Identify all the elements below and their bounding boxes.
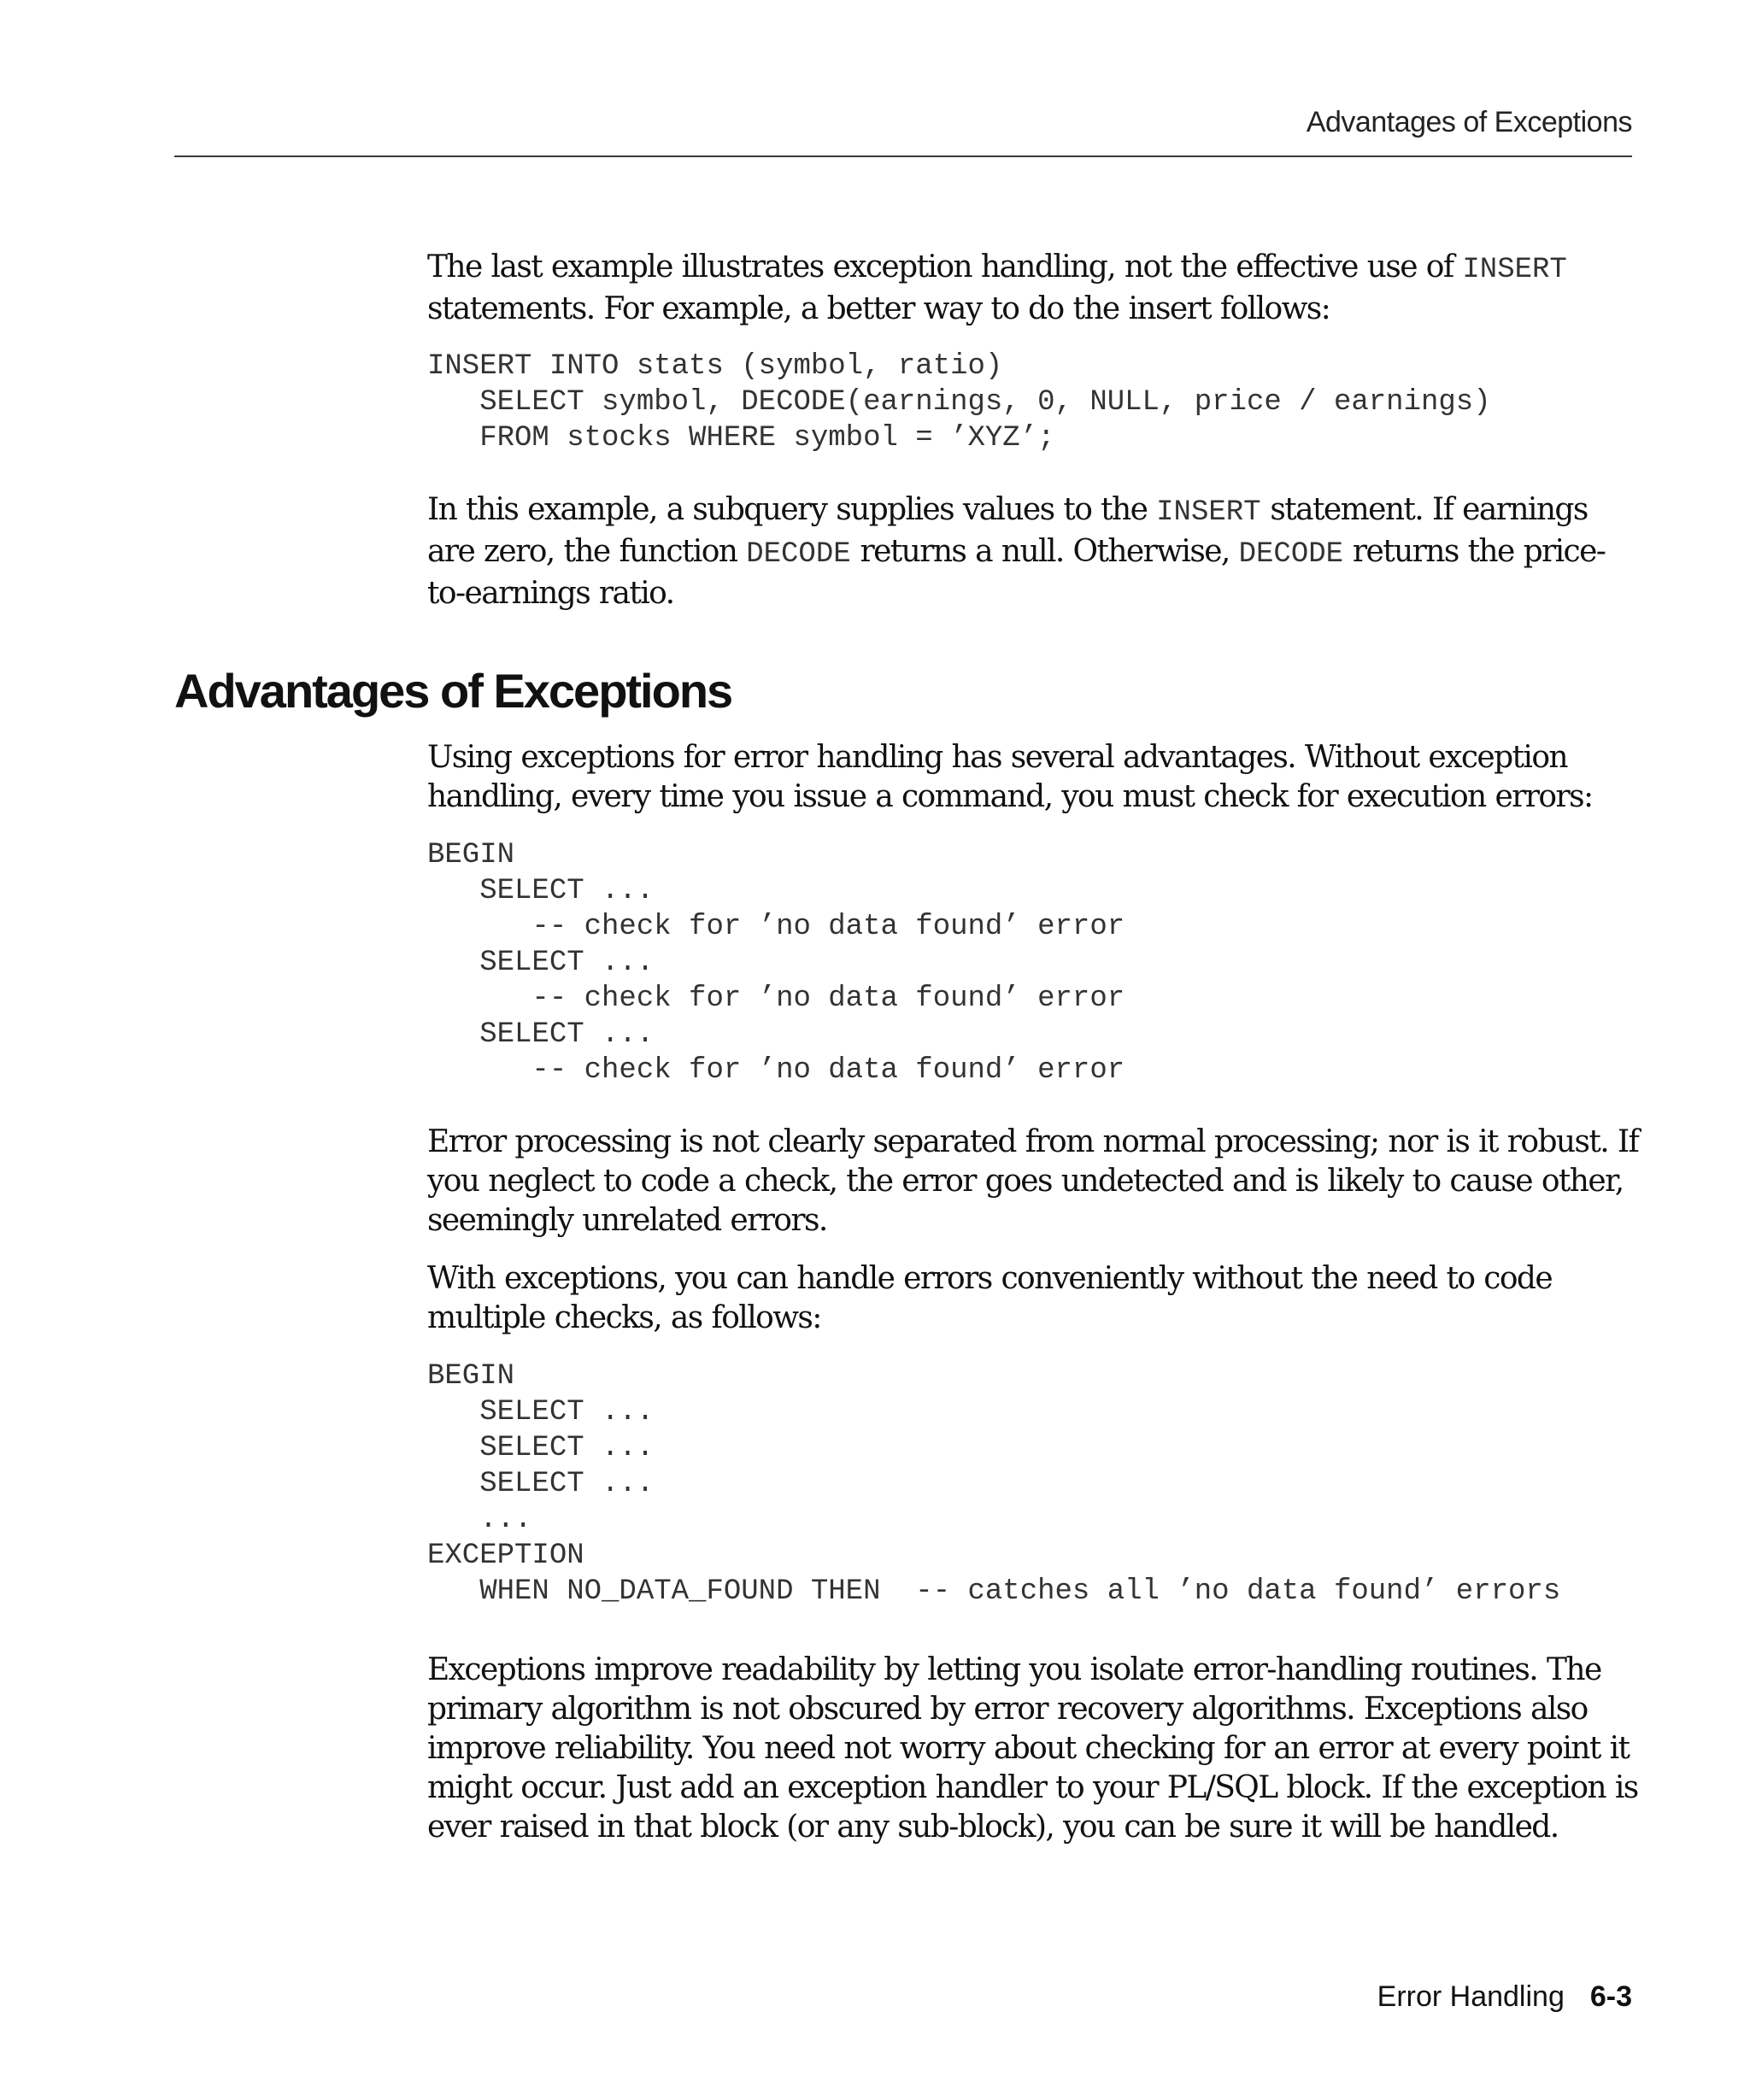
running-header-title: Advantages of Exceptions <box>1306 106 1632 138</box>
page-footer <box>1377 1980 1632 2014</box>
inline-code: DECODE <box>746 538 851 571</box>
page-number: 6-3 <box>1589 1980 1632 2013</box>
section-paragraph-2-block <box>427 1123 1641 1241</box>
section-paragraph-3-block <box>427 1259 1641 1338</box>
code-example-exception: BEGIN SELECT ... SELECT ... SELECT ... ... EXCEPTION WHEN NO_DATA_FOUND THEN -- catches all ’no data found’ errors <box>427 1360 1561 1608</box>
intro-paragraph-2: In this example, a subquery supplies values to the INSERT statement. If earnings are zero, the function DECODE returns a null. Otherwise, DECODE returns the price-to-earnings ratio. <box>427 492 1606 611</box>
inline-code: DECODE <box>1238 538 1344 571</box>
section-paragraph-1: Using exceptions for error handling has several advantages. Without exception handling, every time you issue a command, you must check for execution errors: <box>427 740 1593 814</box>
section-paragraph-1-block <box>427 738 1641 817</box>
inline-code: INSERT <box>1156 496 1261 529</box>
intro-paragraph-1: The last example illustrates exception handling, not the effective use of INSERT statements. For example, a better way to do the insert follows: <box>427 249 1567 326</box>
section-heading: Advantages of Exceptions <box>174 664 732 718</box>
footer-chapter-title: Error Handling <box>1377 1980 1565 2013</box>
section-paragraph-4-block <box>427 1651 1641 1847</box>
section-paragraph-4: Exceptions improve readability by letting you isolate error-handling routines. The primary algorithm is not obscured by error recovery algorithms. Exceptions also improve reliability. You need not worry about checking for an error at every point it might occur. Just add an exception handler to your PL/SQL block. If the exception is ever raised in that block (or any sub-block), you can be sure it will be handled. <box>427 1652 1638 1845</box>
running-header <box>174 101 1632 157</box>
section-paragraph-3: With exceptions, you can handle errors conveniently without the need to code multiple checks, as follows: <box>427 1261 1553 1335</box>
code-example-checks: BEGIN SELECT ... -- check for ’no data found’ error SELECT ... -- check for ’no data found’ error SELECT ... -- check for ’no data found’ error <box>427 839 1125 1087</box>
inline-code: INSERT <box>1462 254 1567 286</box>
code-example-insert: INSERT INTO stats (symbol, ratio) SELECT symbol, DECODE(earnings, 0, NULL, price / earnings) FROM stocks WHERE symbol = ’XYZ’; <box>427 350 1491 455</box>
intro-paragraph-2-block <box>427 490 1641 613</box>
section-paragraph-2: Error processing is not clearly separated from normal processing; nor is it robust. If you neglect to code a check, the error goes undetected and is likely to cause other, seemingly unrelated errors. <box>427 1124 1639 1238</box>
intro-paragraph-1-block <box>427 248 1641 329</box>
